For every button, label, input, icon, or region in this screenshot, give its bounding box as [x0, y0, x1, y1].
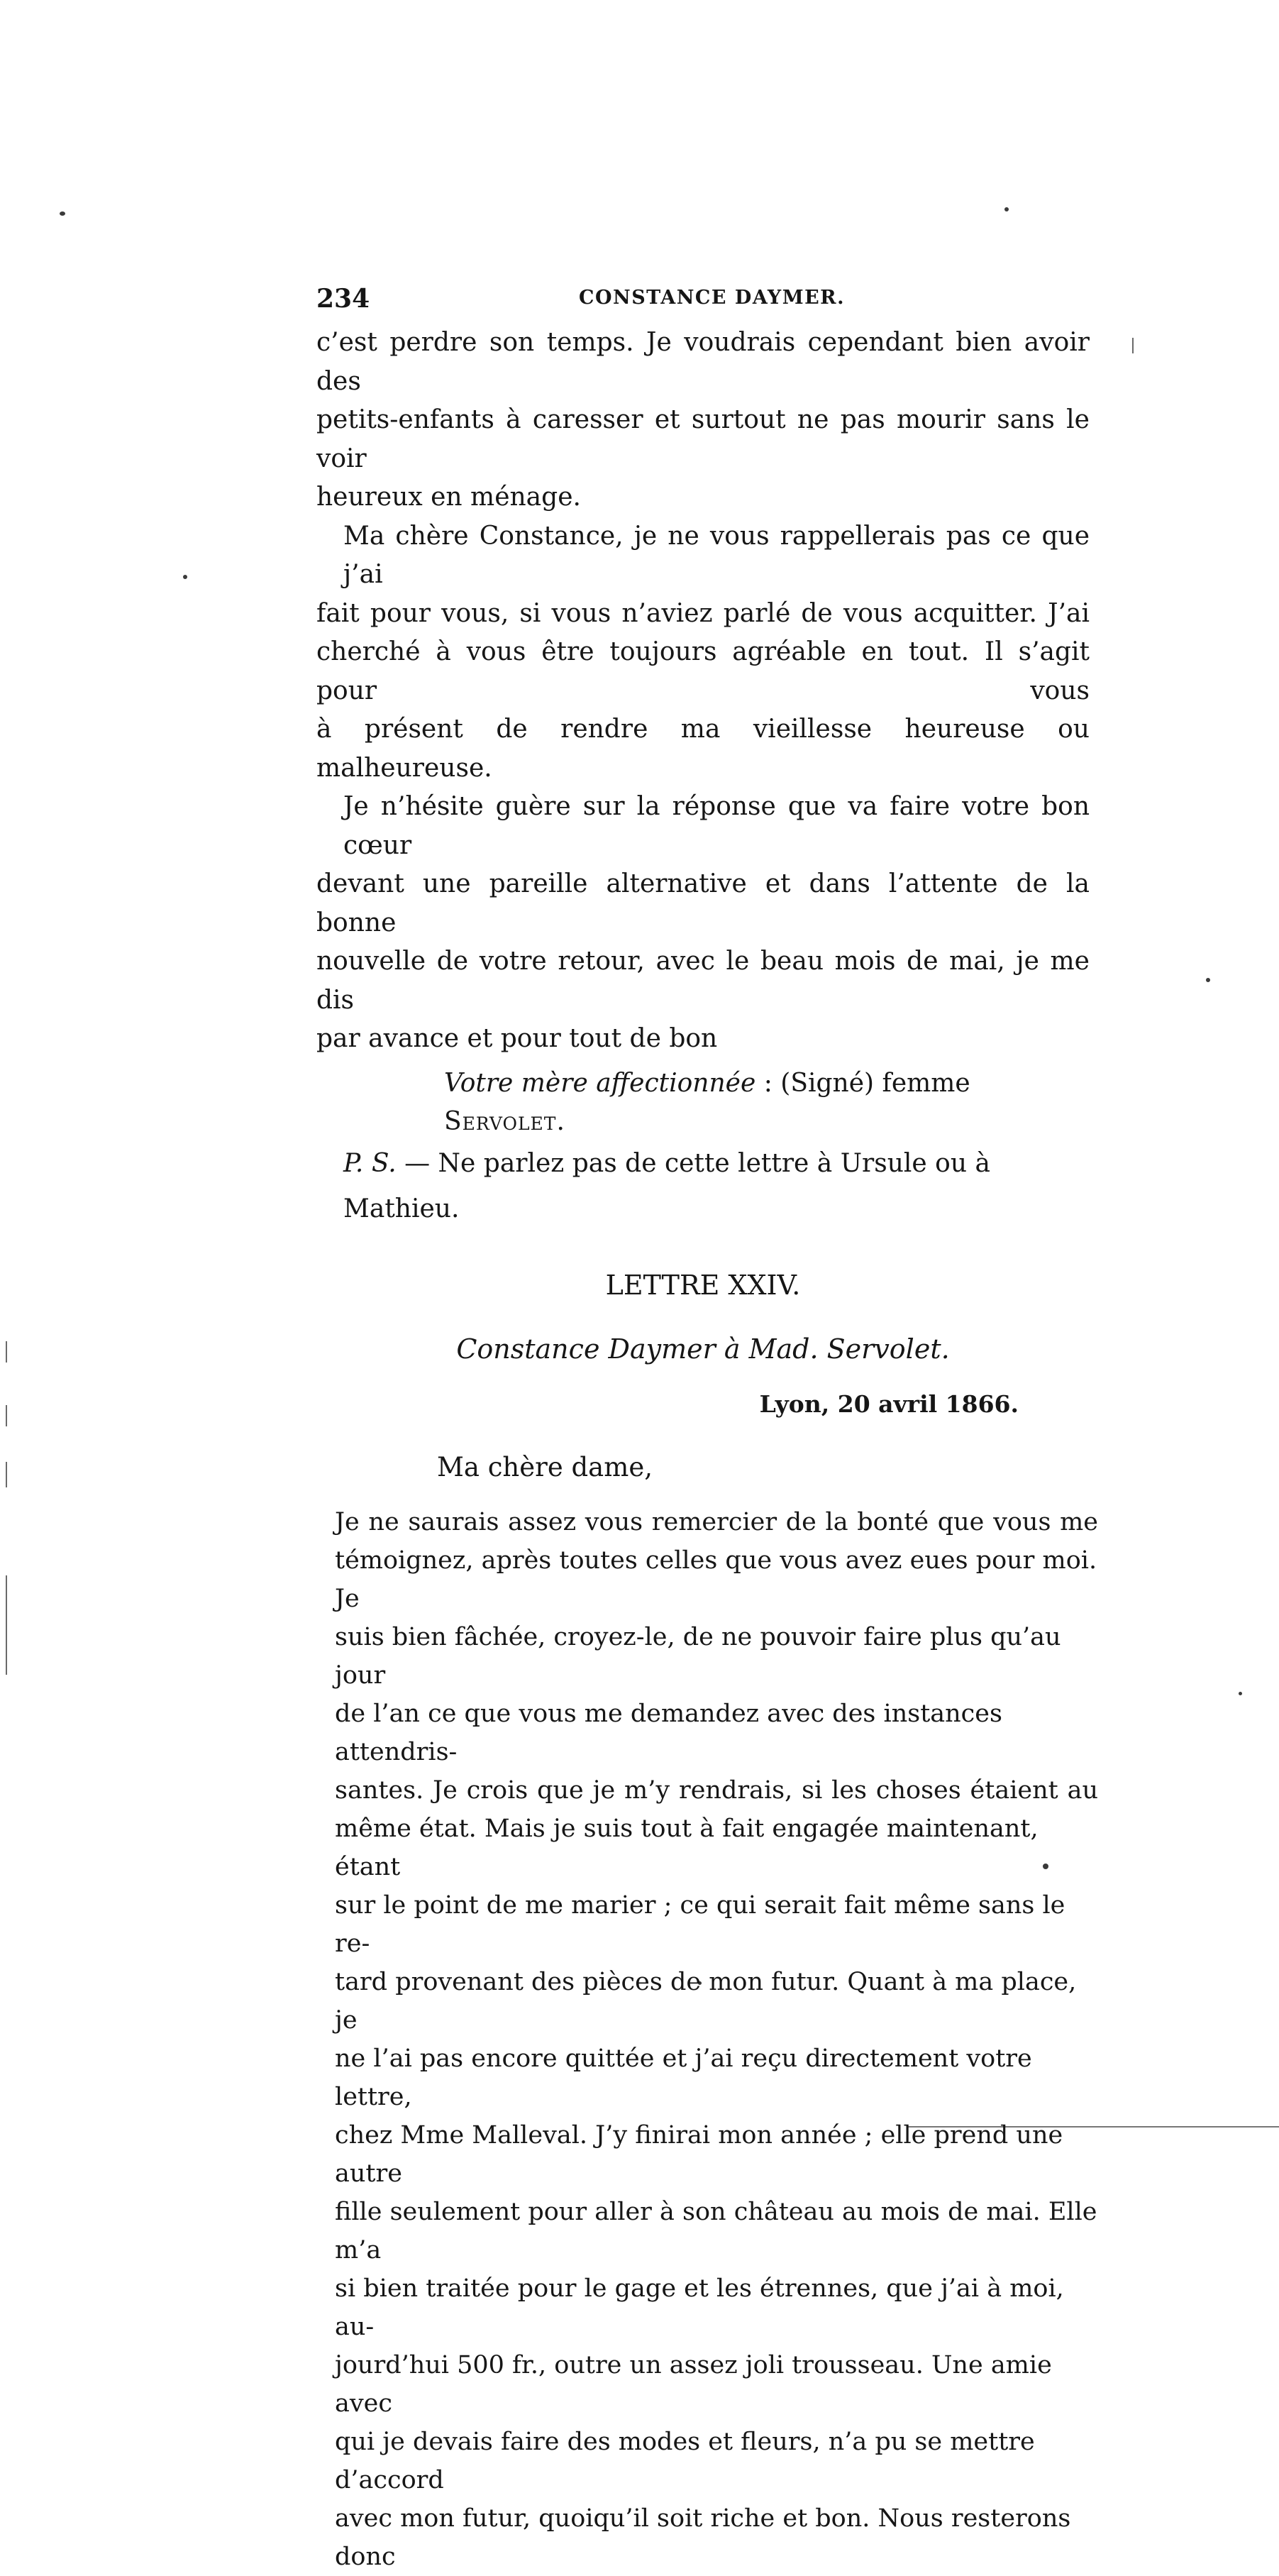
letter-salutation: Ma chère dame, — [437, 1451, 653, 1482]
text-line: avec mon futur, quoiqu’il soit riche et bon. Nous resterons donc — [335, 2504, 1071, 2571]
signature-signed: (Signé) femme — [780, 1068, 970, 1098]
margin-mark — [1132, 338, 1134, 353]
text-line: tard provenant des pièces de mon futur. Quant à ma place, je — [335, 1967, 1077, 2035]
text-line: petits-enfants à caresser et surtout ne pas mourir sans le voir — [316, 405, 1090, 473]
signature-separator: : — [755, 1068, 781, 1098]
letter-dateline: Lyon, 20 avril 1866. — [759, 1389, 1019, 1418]
scan-speck — [60, 211, 65, 216]
postscript-label: P. S. — [343, 1148, 397, 1178]
text-line: même état. Mais je suis tout à fait engagée maintenant, étant — [335, 1814, 1039, 1881]
text-line: Ma chère Constance, je ne vous rappellerais pas ce que j’ai — [343, 521, 1090, 589]
scan-speck — [183, 575, 187, 579]
letter-subheading: Constance Daymer à Mad. Servolet. — [456, 1333, 950, 1365]
margin-mark — [6, 1341, 7, 1363]
margin-mark — [6, 1575, 7, 1675]
text-line: nouvelle de votre retour, avec le beau mois de mai, je me dis — [316, 947, 1090, 1015]
text-line: heureux en ménage. — [316, 483, 581, 512]
running-title: CONSTANCE DAYMER. — [579, 287, 845, 309]
text-line: ne l’ai pas encore quittée et j’ai reçu directement votre lettre, — [335, 2044, 1032, 2111]
scan-speck — [1004, 207, 1009, 211]
page-number: 234 — [316, 284, 370, 314]
text-line: de l’an ce que vous me demandez avec des instances attendris- — [335, 1699, 1002, 1766]
letter-heading: LETTRE XXIV. — [605, 1269, 801, 1301]
text-line: fille seulement pour aller à son château au mois de mai. Elle m’a — [335, 2197, 1097, 2264]
text-line: témoignez, après toutes celles que vous avez eues pour moi. Je — [335, 1546, 1097, 1613]
text-line: devant une pareille alternative et dans l’attente de la bonne — [316, 869, 1090, 937]
scan-speck — [1206, 978, 1210, 982]
text-line: si bien traitée pour le gage et les étrennes, que j’ai à moi, au- — [335, 2274, 1064, 2341]
text-line: chez Mme Malleval. J’y finirai mon année ; elle prend une autre — [335, 2120, 1063, 2188]
signature-line — [316, 1064, 1090, 1141]
book-page — [316, 284, 1098, 2576]
text-line: à présent de rendre ma vieillesse heureuse ou malheureuse. — [316, 715, 1090, 783]
text-line: santes. Je crois que je m’y rendrais, si les choses étaient au — [335, 1776, 1098, 1805]
text-line: Je n’hésite guère sur la réponse que va faire votre bon cœur — [343, 792, 1090, 860]
paragraph — [316, 788, 1090, 1059]
text-line: suis bien fâchée, croyez-le, de ne pouvoir faire plus qu’au jour — [335, 1622, 1061, 1690]
signature-closing: Votre mère affectionnée — [444, 1068, 756, 1098]
text-line: cherché à vous être toujours agréable en tout. Il s’agit pour vous — [316, 637, 1090, 705]
text-line: c’est perdre son temps. Je voudrais cependant bien avoir des — [316, 328, 1090, 396]
page-header — [316, 284, 1090, 324]
postscript — [316, 1141, 1090, 1232]
scan-speck — [1239, 1692, 1242, 1695]
text-line: fait pour vous, si vous n’aviez parlé de vous acquitter. J’ai — [316, 598, 1090, 628]
text-line: sur le point de me marier ; ce qui serait fait même sans le re- — [335, 1890, 1065, 1958]
margin-mark — [6, 1462, 7, 1487]
paragraph — [316, 324, 1090, 517]
text-line: par avance et pour tout de bon — [316, 1024, 718, 1053]
text-line: jourd’hui 500 fr., outre un assez joli trousseau. Une amie avec — [335, 2350, 1052, 2418]
previous-letter-text — [316, 324, 1090, 1059]
text-line: qui je devais faire des modes et fleurs, n’a pu se mettre d’accord — [335, 2427, 1035, 2494]
letter-body — [316, 1503, 1098, 2576]
margin-mark — [6, 1405, 7, 1426]
signature-name: Servolet. — [444, 1106, 565, 1136]
paragraph — [316, 517, 1090, 788]
postscript-text: — Ne parlez pas de cette lettre à Ursule ou à Mathieu. — [343, 1148, 990, 1223]
text-line: Je ne saurais assez vous remercier de la bonté que vous me — [335, 1507, 1098, 1536]
